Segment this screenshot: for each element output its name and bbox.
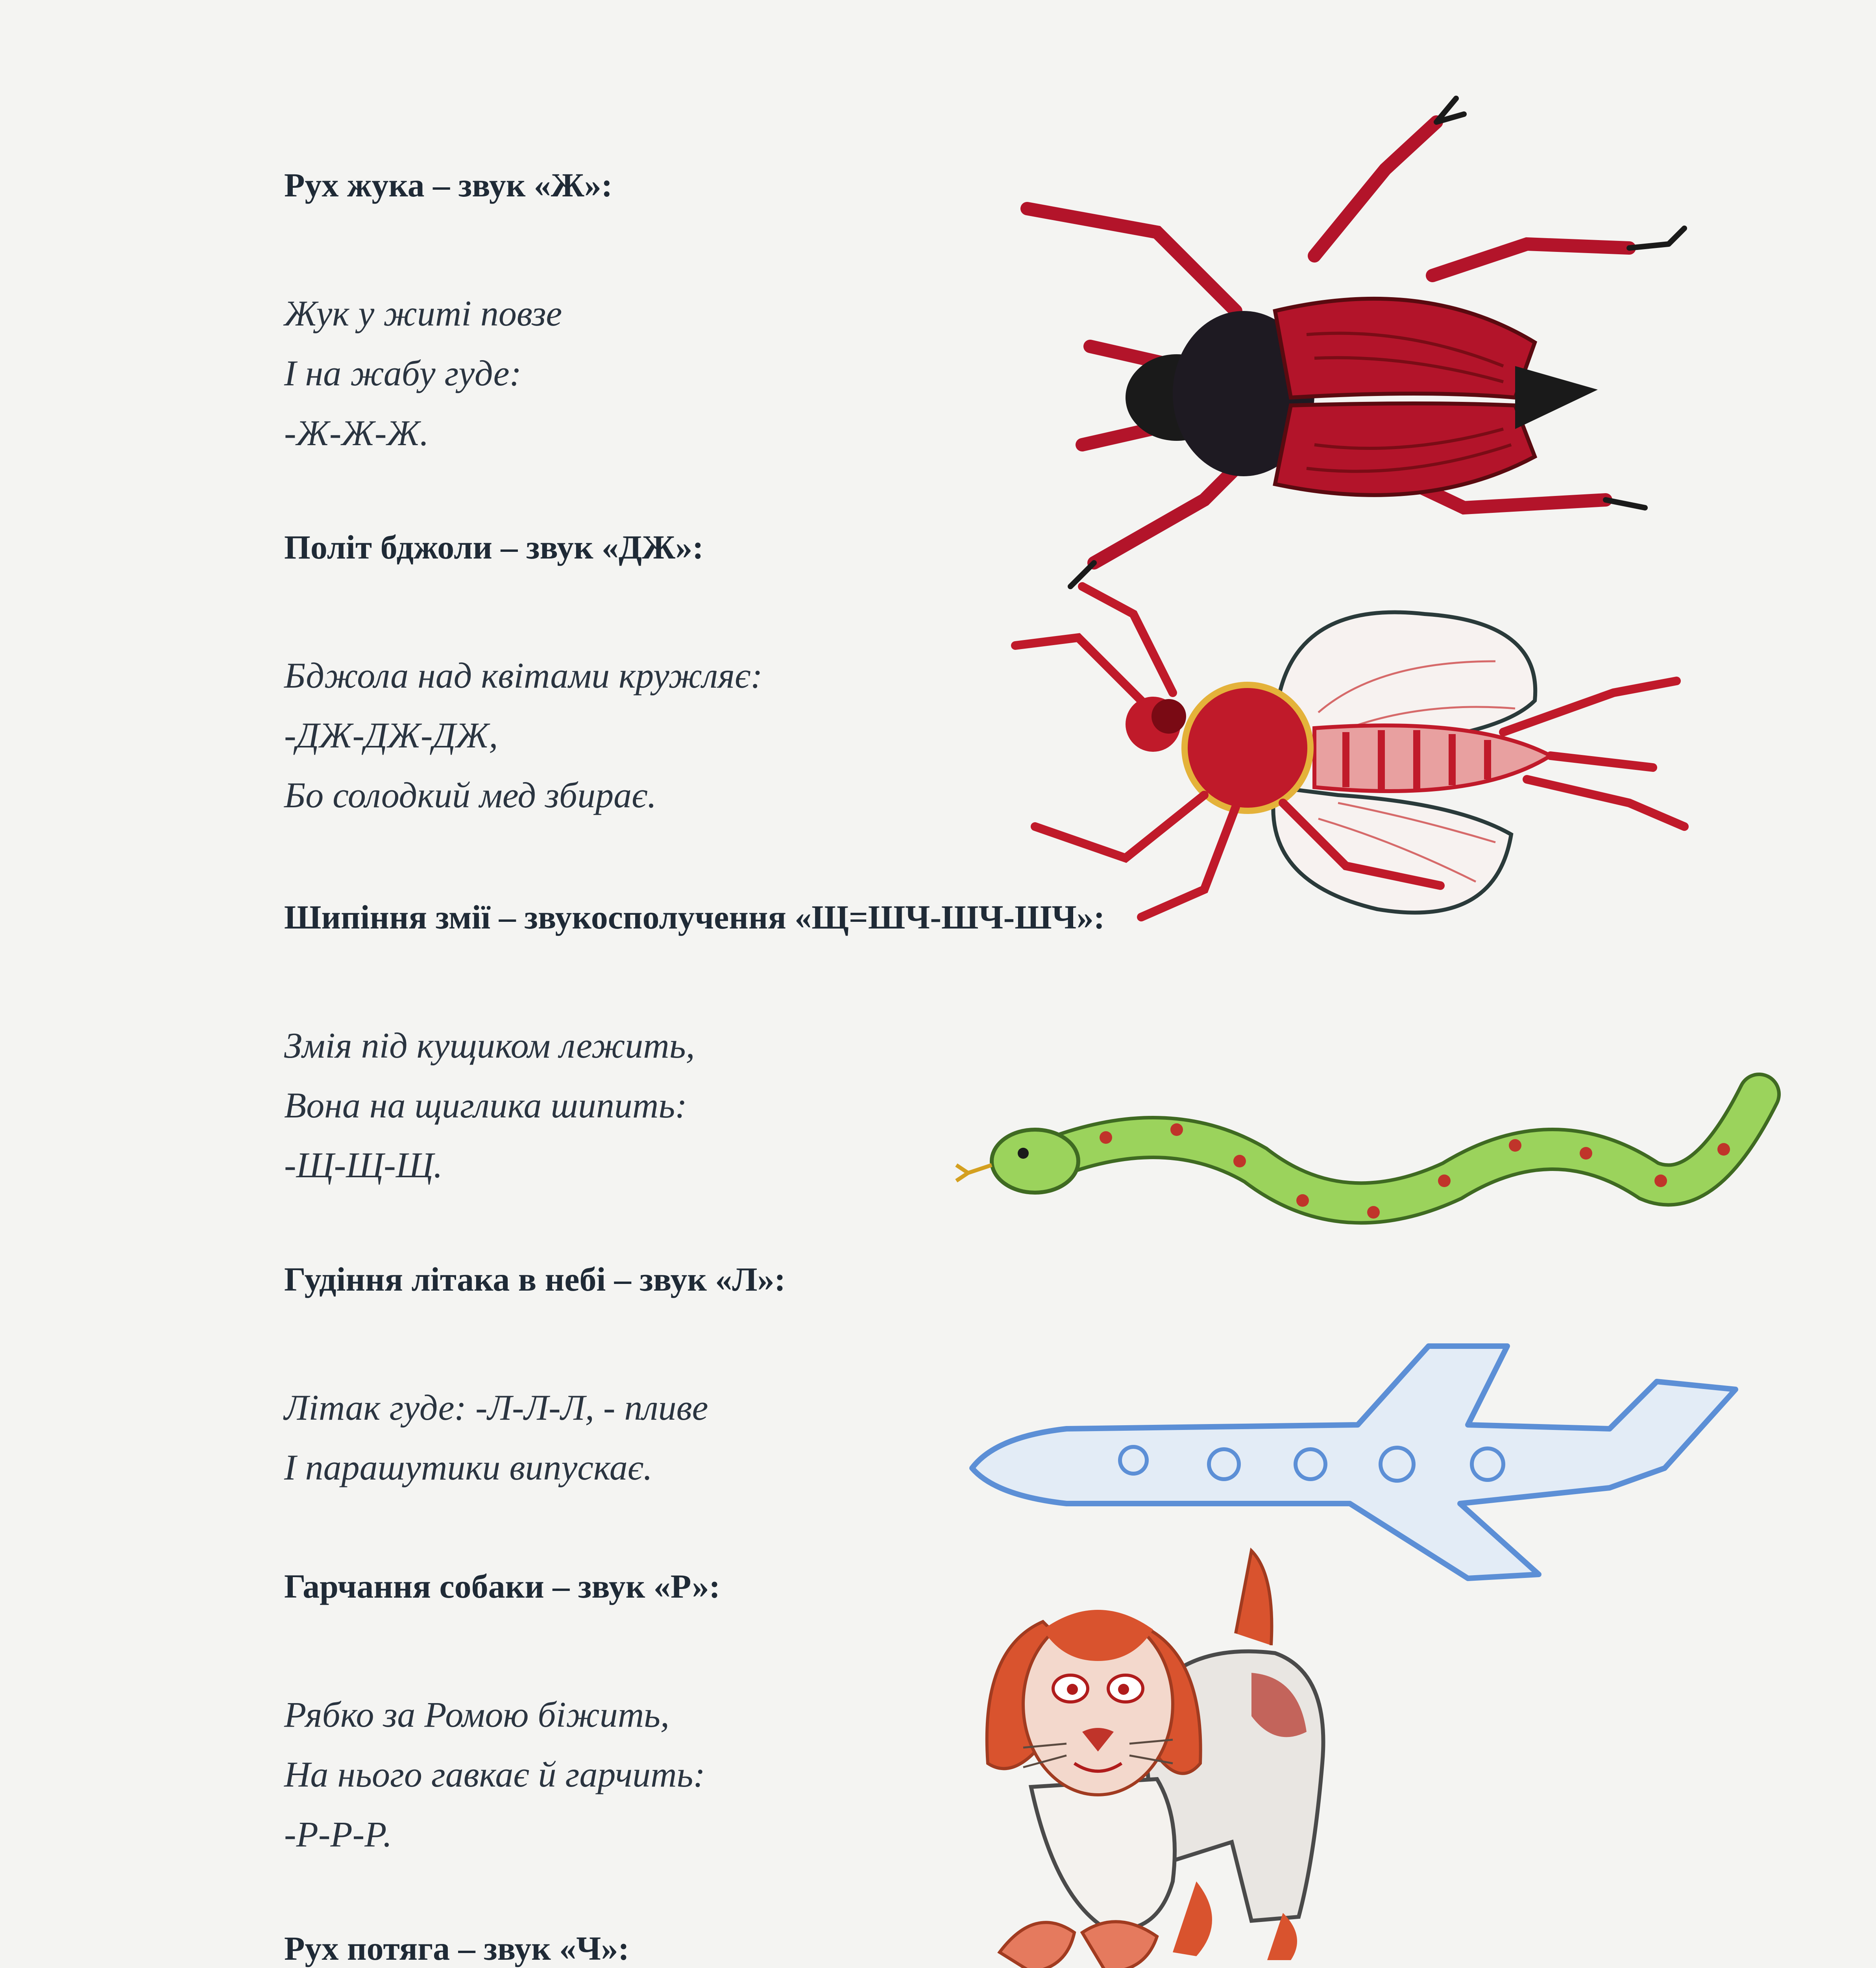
verse-line: -Р-Р-Р. — [284, 1814, 392, 1854]
verse-line: Бджола над квітами кружляє: — [284, 655, 763, 695]
heading-train: Рух потяга – звук «Ч»: — [284, 1929, 630, 1967]
beetle-drawing — [992, 91, 1739, 610]
verse-line: -ДЖ-ДЖ-ДЖ, — [284, 715, 498, 755]
heading-airplane: Гудіння літака в небі – звук «Л»: — [284, 1260, 786, 1298]
verse-airplane — [284, 1378, 708, 1497]
verse-line: І парашутики випускає. — [284, 1447, 652, 1487]
verse-line: Рябко за Ромою біжить, — [284, 1694, 670, 1735]
heading-snake: Шипіння змії – звукосполучення «Щ=ШЧ-ШЧ-ШЧ»: — [284, 898, 1105, 936]
verse-line: -Щ-Щ-Щ. — [284, 1145, 443, 1185]
verse-line: Бо солодкий мед збирає. — [284, 775, 657, 815]
verse-line: На нього гавкає й гарчить: — [284, 1754, 706, 1794]
dog-drawing — [976, 1543, 1370, 1968]
verse-line: І на жабу гуде: — [284, 353, 522, 393]
verse-line: Змія під кущиком лежить, — [284, 1025, 695, 1065]
verse-line: Літак гуде: -Л-Л-Л, - пливе — [284, 1387, 708, 1428]
verse-line: -Ж-Ж-Ж. — [284, 413, 429, 453]
verse-snake — [284, 1015, 695, 1195]
heading-dog: Гарчання собаки – звук «Р»: — [284, 1567, 721, 1605]
verse-beetle — [284, 283, 562, 463]
verse-line: Вона на щиглика шипить: — [284, 1085, 687, 1125]
verse-dog — [284, 1685, 705, 1864]
verse-bee — [284, 646, 763, 825]
snake-drawing — [956, 1063, 1791, 1267]
bee-drawing — [984, 583, 1716, 929]
verse-line: Жук у житі повзе — [284, 293, 562, 333]
heading-beetle: Рух жука – звук «Ж»: — [284, 166, 613, 204]
heading-bee: Політ бджоли – звук «ДЖ»: — [284, 528, 704, 566]
